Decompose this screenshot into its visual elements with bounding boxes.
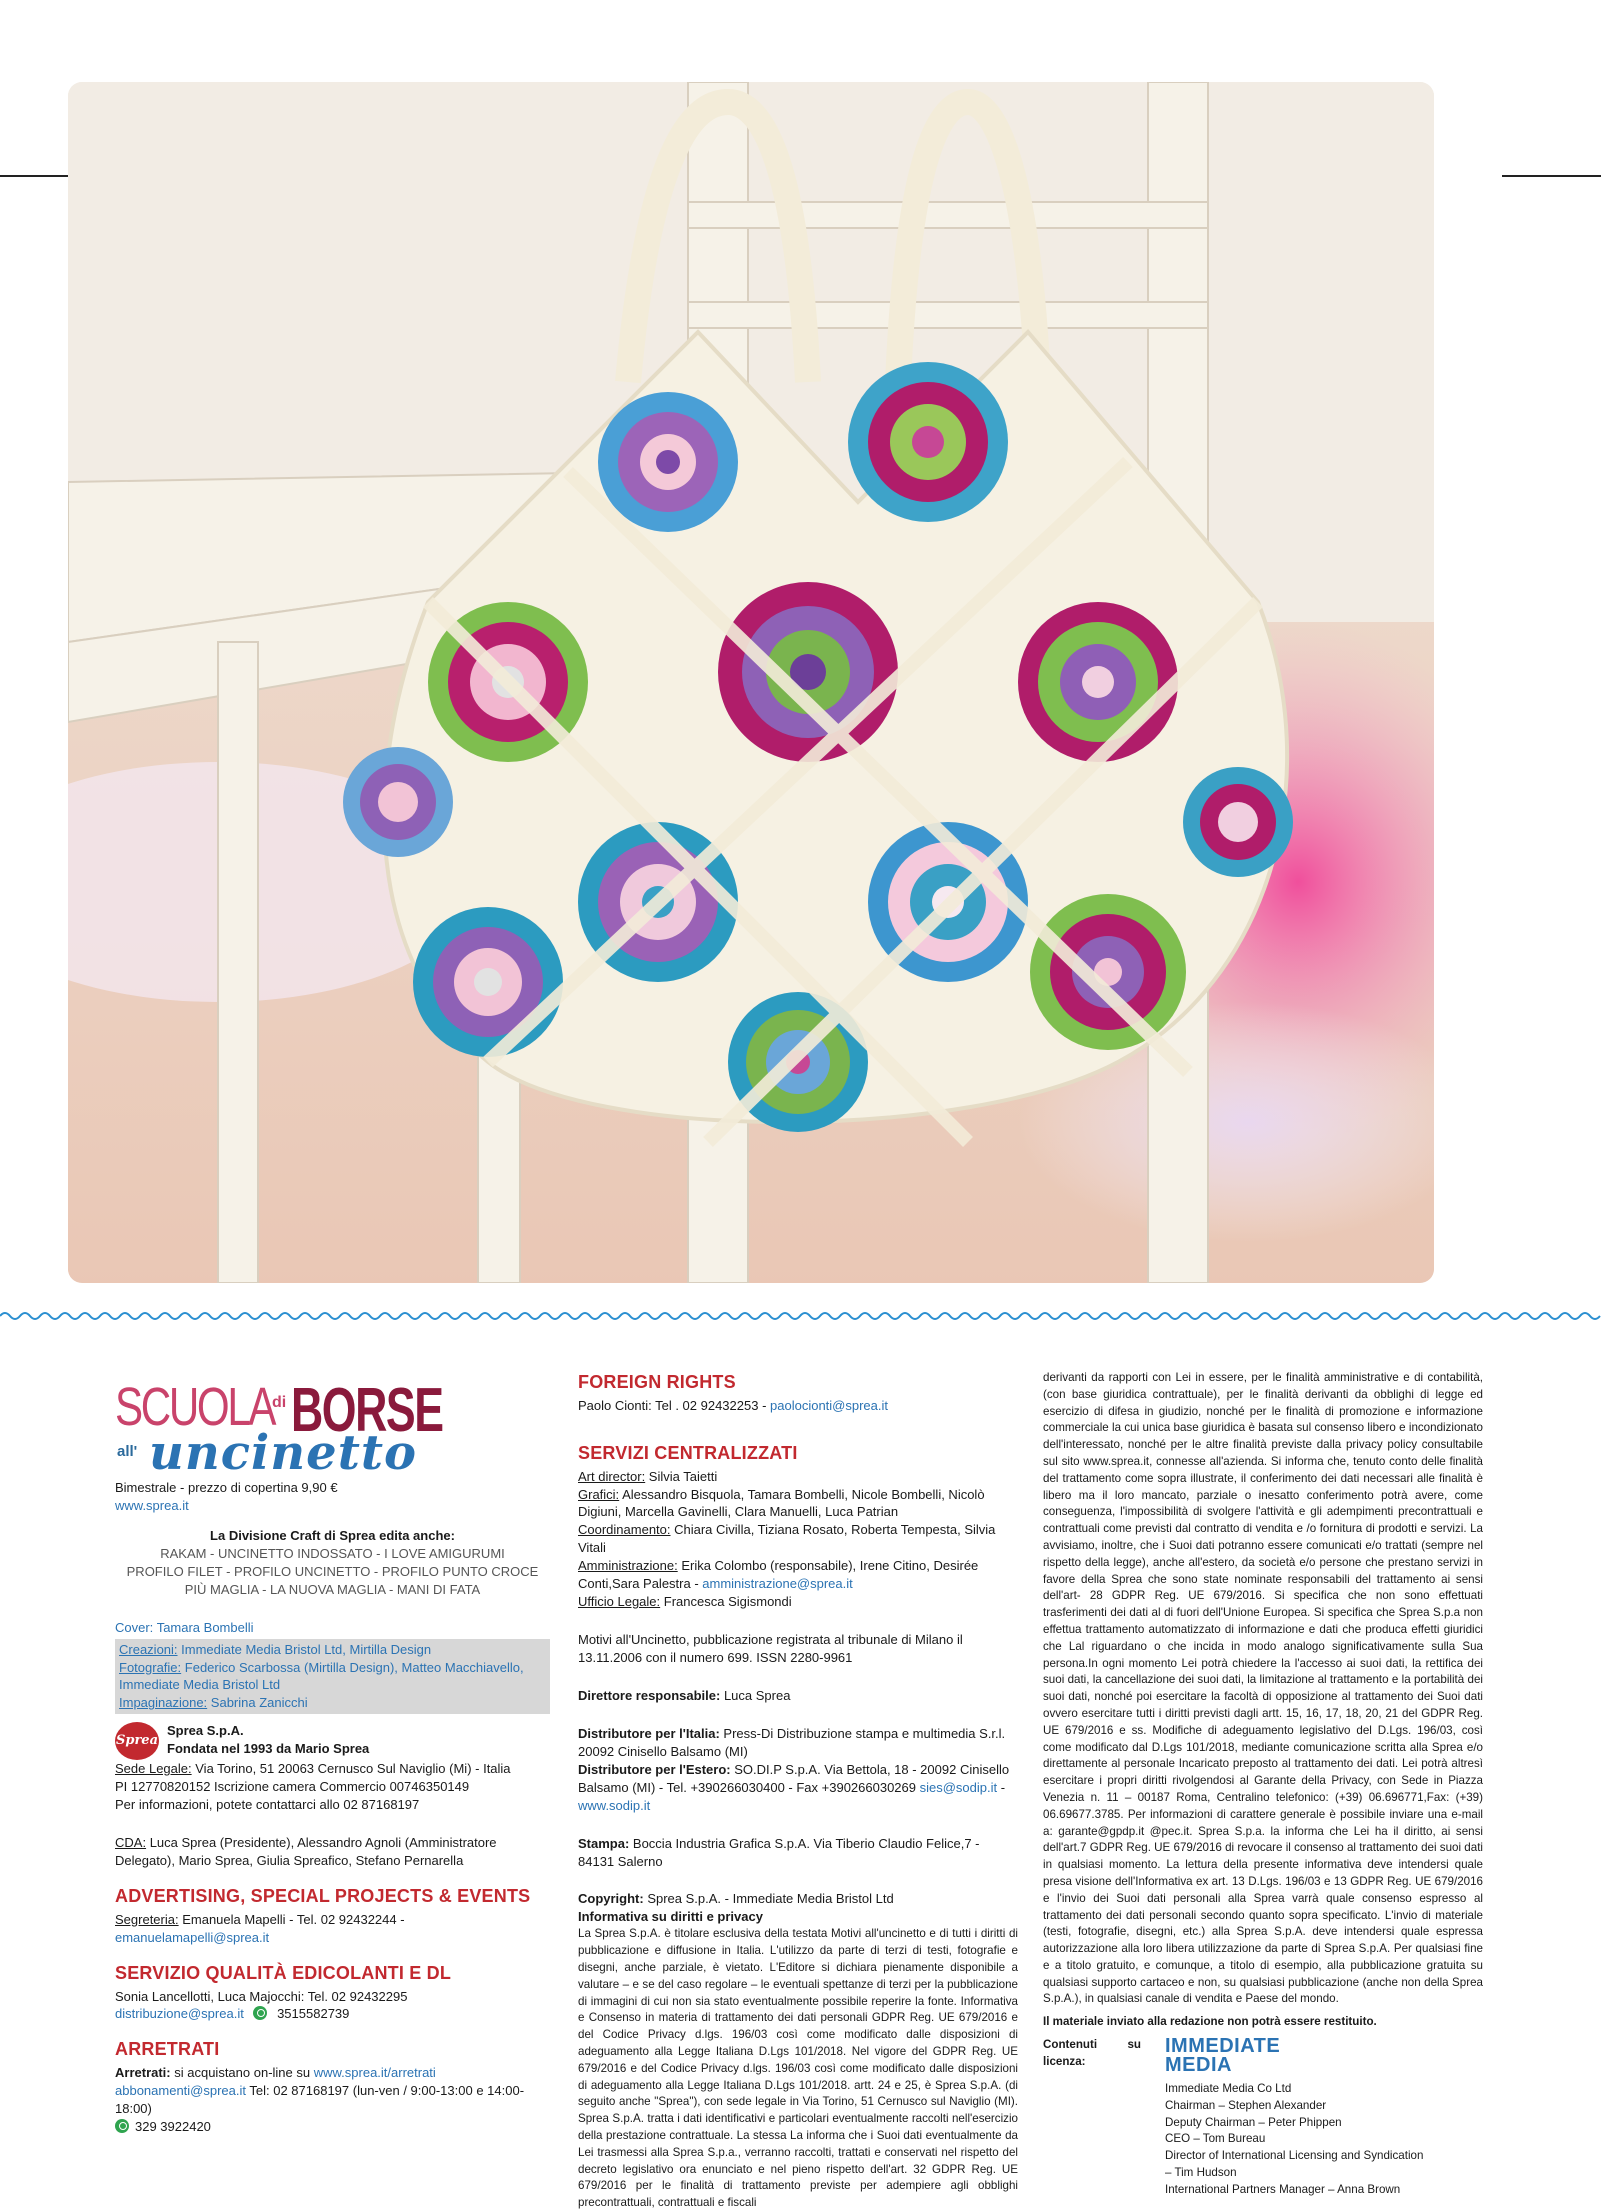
cda-line: CDA: Luca Sprea (Presidente), Alessandro Agnoli (Amministratore Delegato), Mario Sprea, Giulia Spreafico, Stefano Pernarella <box>115 1835 497 1869</box>
imm-line: CEO – Tom Bureau <box>1165 2132 1266 2146</box>
sede-legale: Sede Legale: Via Torino, 51 20063 Cernusco Sul Naviglio (Mi) - Italia <box>115 1761 511 1777</box>
price-line: Bimestrale - prezzo di copertina 9,90 € <box>115 1480 338 1495</box>
logo-scuola: SCUOLA <box>115 1377 275 1437</box>
distributore-italia: Distributore per l'Italia: Press-Di Distribuzione stampa e multimedia S.r.l. 20092 Cinisello Balsamo (MI) <box>578 1725 1006 1759</box>
imm-line: – Tim Hudson <box>1165 2166 1237 2180</box>
sodip-email-link[interactable]: sies@sodip.it <box>919 1779 998 1795</box>
amministrazione-email-link[interactable]: amministrazione@sprea.it <box>702 1576 853 1592</box>
colophon-column-3 <box>1043 1370 1483 2199</box>
imm-line: Director of International Licensing and Syndication <box>1165 2149 1424 2163</box>
arretrati-whatsapp: 329 3922420 <box>115 2118 550 2136</box>
ufficio-legale-line: Ufficio Legale: Francesca Sigismondi <box>578 1594 792 1610</box>
sq-email-link[interactable]: distribuzione@sprea.it <box>115 2006 244 2022</box>
division-line-3: PIÙ MAGLIA - LA NUOVA MAGLIA - MANI DI FATA <box>184 1581 481 1597</box>
material-note: Il materiale inviato alla redazione non potrà essere restituito. <box>1043 2015 1377 2029</box>
wave-divider <box>0 1308 1601 1324</box>
crochet-granny-square-bag-photo <box>68 82 1434 1283</box>
creazioni-credit: Creazioni: Immediate Media Bristol Ltd, Mirtilla Design <box>119 1641 432 1657</box>
servizio-qualita-heading: SERVIZIO QUALITÀ EDICOLANTI E DL <box>115 1962 452 1983</box>
privacy-continued-text: derivanti da rapporti con Lei in essere, per le finalità amministrative e di contabilità, (con base giuridica contrattuale), per le finalità derivanti da obblighi di legge ed esercizio di difesa in giudizio, nonché per le finalità di promozione e informazione commerciale la cui unica base giuridica è basata sul consenso libero e incondizionato dell'interessato, nonché per le altre finalità previste dalla privacy policy consultabile sul sito www.sprea.it, connesse all'azienda. Si informa che, tenuto conto delle finalità del trattamento come sopra illustrate, il conferimento dei dati necessari alle finalità è libero ma il loro mancato, parziale o inesatto conferimento potrà avere, come conseguenza, l'impossibilità di svolgere l'attività e gli adempimenti precontrattuali e contrattuali come previsti dal contratto di vendita e /o fornitura di prodotti e servizi. La avvisiamo, inoltre, che i Suoi dati potranno essere comunicati e/o trattati (sempre nel rispetto della legge), anche all'estero, da società e/o persone che prestano servizi in favore della Sprea che sono state nominate responsabili del trattamento ai sensi dell'art- 28 GDPR Reg. UE 679/2016. Si specifica che non sono effettuati trasferimenti dei dati al di fuori dell'Unione Europea. Si specifica che Sprea S.p.a non effettua trattamento automatizzato di informazione e dati che produca effetti giuridici che Lal riguardano o che incida in modo analogo significativamente sulla Sua persona.In ogni momento Lei potrà chiedere la l'accesso ai suoi dati, la rettifica dei suoi dati, la cancellazione dei suoi dati, la limitazione al trattamento e la portabilità dei suoi dati, nonché poi esercitare la facoltà di opposizione al trattamento dei Suoi dati ovvero esercitare tutti i diritti previsti dagli artt. 15, 16, 17, 18, 20, 21 del GDPR Reg. UE 679/2016 e ss. Modifiche di adeguamento legislativo del D.Lgs. 196/03, così come modificato dal D.Lgs 101/2018, mediante comunicazione scritta alla Sprea e/o direttamente al personale Incaricato preposto al trattamento dei dati. Lei potrà altresì esercitare i propri diritti rivolgendosi al Garante della Privacy, con Sede in Piazza Venezia n. 11 – 00187 Roma, Centralino telefonico: (+39) 06.696771,Fax: (+39) 06.69677.3785. Per informazioni di carattere generale è possibile inviare una e-mail a: garante@gpdp.it @pec.it. Sprea S.p.a. la informa che Lei ha il diritto, ai sensi dell'art.7 GDPR Reg. UE 679/2016 di revocare il consenso al trattamento dei suoi dati in qualsiasi momento. La lettura della presente informativa deve intendersi quale presa visione dell'Informativa ex art. 13 D.Lgs. 196/03 e 13 GDPR Reg. UE 679/2016 e l'invio dei Suoi dati personali alla Sprea varrà quale consenso espresso al trattamento dei dati personali secondo quanto sopra specificato. L'invio di materiale (testi, fotografie, disegni, etc.) alla Sprea S.p.A. deve intendersi quale espressa autorizzazione alla loro libera utilizzazione da parte di Sprea S.p.A. Per qualsiasi fine e a titolo gratuito, e comunque, a titolo di esempio, alla pubblicazione gratuita su qualsiasi supporto cartaceo e non, su qualsiasi pubblicazione (anche non della Sprea S.p.A.), in qualsiasi canale di vendita e Paese del mondo. <box>1043 1371 1483 2006</box>
arretrati-line: Arretrati: si acquistano on-line su www.sprea.it/arretrati <box>115 2065 436 2081</box>
direttore-line: Direttore responsabile: Luca Sprea <box>578 1687 791 1703</box>
foreign-rights-heading: FOREIGN RIGHTS <box>578 1372 736 1392</box>
publication-registration: Motivi all'Uncinetto, pubblicazione registrata al tribunale di Milano il 13.11.2006 con il numero 699. ISSN 2280-9961 <box>578 1632 963 1666</box>
arretrati-link[interactable]: www.sprea.it/arretrati <box>313 2065 436 2081</box>
privacy-heading: Informativa su diritti e privacy <box>578 1909 763 1925</box>
sprea-company-block <box>115 1722 550 1760</box>
sprea-name: Sprea S.p.A. <box>167 1723 244 1739</box>
imm-line: Immediate Media Co Ltd <box>1165 2082 1292 2096</box>
arretrati-contact: abbonamenti@sprea.it Tel: 02 87168197 (lun-ven / 9:00-13:00 e 14:00-18:00) <box>115 2083 525 2117</box>
sprea-founded: Fondata nel 1993 da Mario Sprea <box>167 1741 370 1757</box>
license-label: Contenuti su licenza: <box>1043 2038 1141 2068</box>
paolocionti-email-link[interactable]: paolocionti@sprea.it <box>770 1397 888 1413</box>
division-line-1: RAKAM - UNCINETTO INDOSSATO - I LOVE AMIGURUMI <box>160 1545 505 1561</box>
sodip-site-link[interactable]: www.sodip.it <box>578 1797 651 1813</box>
division-line-2: PROFILO FILET - PROFILO UNCINETTO - PROFILO PUNTO CROCE <box>126 1563 539 1579</box>
colophon-column-1 <box>115 1370 550 2136</box>
logo-di: di <box>272 1394 287 1411</box>
privacy-text: La Sprea S.p.A. è titolare esclusiva della testata Motivi all'uncinetto e di tutti i diritti di pubblicazione e diffusione in Italia. L'utilizzo da parte di terzi di testi, fotografie e disegni, anche parziale, è vietato. L'Editore si dichiara pienamente disponibile a valutare – e se del caso regolare – le eventuali spettanze di terzi per la pubblicazione di immagini di cui non sia stato eventualmente possibile reperire la fonte. Informativa e Consenso in materia di trattamento dei dati personali GDPR Reg. UE 679/2016 e del Codice Privacy d.lgs. 196/03 così come modificato dalle disposizioni di adeguamento alla Legge Italiana D.Lgs 101/2018. Nel vigore del GDPR Reg. UE 679/2016 e del Codice Privacy d.lgs. 196/03 così come modificato dalle disposizioni di adeguamento alla Legge Italiana D.Lgs 101/2018. artt. 24 e 25, è Sprea S.p.A. (di seguito anche "Sprea"), con sede legale in Via Torino, 51 Cernusco sul Naviglio (MI). Sprea S.p.A. tratta i dati identificativi e particolari eventualmente raccolti nell'esercizio della prestazione contrattuale. La stessa La informa che i Suoi dati eventualmente da Lei trasmessi alla Sprea S.p.a., verranno raccolti, trattati e conservati nel rispetto del decreto legislativo ora enunciato e nel pieno rispetto dell'art. 32 GDPR Reg. UE 679/2016 per le finalità di trattamento previste per adempiere agli obblighi precontrattuali, contrattuali e fiscali <box>578 1927 1018 2210</box>
servizi-centralizzati-heading: SERVIZI CENTRALIZZATI <box>578 1442 798 1463</box>
sq-phone: 3515582739 <box>277 2006 350 2022</box>
impaginazione-credit: Impaginazione: Sabrina Zanicchi <box>119 1695 308 1711</box>
adv-line: Segreteria: Emanuela Mapelli - Tel. 02 92432244 - emanuelamapelli@sprea.it <box>115 1911 405 1945</box>
logo-borse: BORSE <box>291 1376 443 1445</box>
credits-box <box>115 1639 550 1715</box>
crochet-bag-photo <box>68 82 1434 1283</box>
immediate-media-logo: IMMEDIATE MEDIA <box>1165 2035 1281 2077</box>
imm-line: Deputy Chairman – Peter Phippen <box>1165 2115 1342 2129</box>
license-block <box>1043 2037 1483 2199</box>
logo-all: all' <box>117 1443 138 1460</box>
stampa-line: Stampa: Boccia Industria Grafica S.p.A. Via Tiberio Claudio Felice,7 - 84131 Salerno <box>578 1835 980 1869</box>
fotografie-credit: Fotografie: Federico Scarbossa (Mirtilla Design), Matteo Macchiavello, Immediate Media Bristol Ltd <box>119 1659 524 1693</box>
cover-credit: Cover: Tamara Bombelli <box>115 1619 254 1635</box>
art-director-line: Art director: Silvia Taietti <box>578 1468 718 1484</box>
distributore-estero: Distributore per l'Estero: SO.DI.P S.p.A. Via Bettola, 18 - 20092 Cinisello Balsamo (MI) - Tel. +390266030400 - Fax +390266030269 sies@sodip.it - www.sodip.it <box>578 1761 1010 1813</box>
immediate-media-list <box>1165 2081 1423 2199</box>
abbonamenti-email-link[interactable]: abbonamenti@sprea.it <box>115 2083 246 2099</box>
copyright-line: Copyright: Sprea S.p.A. - Immediate Media Bristol Ltd <box>578 1891 894 1907</box>
sprea-site-link[interactable]: www.sprea.it <box>115 1497 189 1513</box>
adv-heading: ADVERTISING, SPECIAL PROJECTS & EVENTS <box>115 1886 531 1906</box>
sprea-logo-icon: Sprea <box>115 1722 159 1760</box>
foreign-rights-line: Paolo Cionti: Tel . 02 92432253 - paolocionti@sprea.it <box>578 1397 888 1413</box>
imm-line: International Partners Manager – Anna Brown <box>1165 2182 1401 2196</box>
colophon-column-2 <box>578 1370 1018 2212</box>
magazine-logo <box>115 1370 465 1481</box>
info-line: Per informazioni, potete contattarci allo 02 87168197 <box>115 1797 420 1813</box>
top-rule-right <box>1502 175 1601 177</box>
piva: PI 12770820152 Iscrizione camera Commercio 00746350149 <box>115 1779 470 1795</box>
top-rule-left <box>0 175 68 177</box>
arretrati-heading: ARRETRATI <box>115 2039 220 2060</box>
logo-uncinetto: uncinetto <box>149 1425 418 1481</box>
grafici-line: Grafici: Alessandro Bisquola, Tamara Bombelli, Nicole Bombelli, Nicolò Digiuni, Marcella Gavinelli, Clara Manuelli, Luca Patrian <box>578 1486 985 1520</box>
amministrazione-line: Amministrazione: Erika Colombo (responsabile), Irene Citino, Desirée Conti,Sara Palestra - amministrazione@sprea.it <box>578 1558 979 1592</box>
coordinamento-line: Coordinamento: Chiara Civilla, Tiziana Rosato, Roberta Tempesta, Silvia Vitali <box>578 1522 996 1556</box>
sq-contacts <box>115 2005 550 2023</box>
whatsapp-icon <box>253 2006 267 2020</box>
sq-line: Sonia Lancellotti, Luca Majocchi: Tel. 02 92432295 <box>115 1988 408 2004</box>
whatsapp-icon <box>115 2119 129 2133</box>
adv-email-link[interactable]: emanuelamapelli@sprea.it <box>115 1929 270 1945</box>
imm-line: Chairman – Stephen Alexander <box>1165 2098 1327 2112</box>
division-title: La Divisione Craft di Sprea edita anche: <box>210 1527 455 1543</box>
